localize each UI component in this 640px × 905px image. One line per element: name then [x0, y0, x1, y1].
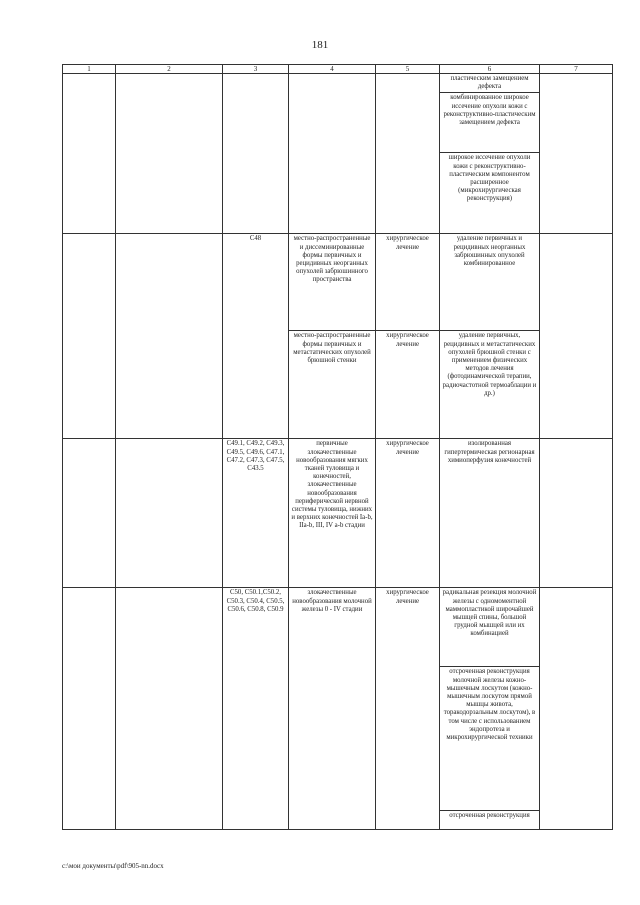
diagnosis-cell [289, 74, 376, 234]
icd-codes-cell [223, 74, 289, 234]
table-row [63, 74, 613, 93]
column-number: 4 [289, 65, 376, 74]
treatment-type-cell: хирургическое лечение [376, 234, 440, 331]
column-number: 1 [63, 65, 116, 74]
table-row [63, 234, 613, 331]
treatment-type-cell [376, 74, 440, 234]
table-row [63, 439, 613, 588]
diagnosis-cell: первичные злокачественные новообразования мягких тканей туловища и конечностей, злокачественные новообразования периферической нервной системы туловища, нижних и верхних конечностей Ia-b, IIa-b, III, IV a-b стадии [289, 439, 376, 588]
diagnosis-cell: местно-распространенные формы первичных и метастатических опухолей брюшной стенки [289, 331, 376, 439]
method-cell: пластическим замещением дефекта [440, 74, 540, 93]
method-cell: удаление первичных и рецидивных неорганных забрюшинных опухолей комбинированное [440, 234, 540, 331]
icd-codes-cell: С50, С50.1,С50.2, С50.3, С50.4, С50.5, С50.6, С50.8, С50.9 [223, 588, 289, 830]
method-cell: радикальная резекция молочной железы с одномоментной маммопластикой широчайшей мышцей спины, большой грудной мышцей или их комбинацией [440, 588, 540, 667]
column-number: 5 [376, 65, 440, 74]
diagnosis-cell: местно-распространенные и диссеминированные формы первичных и рецидивных неорганных опухолей забрюшинного пространства [289, 234, 376, 331]
procedures-table [62, 64, 613, 830]
column-number: 2 [116, 65, 223, 74]
treatment-type-cell: хирургическое лечение [376, 331, 440, 439]
file-path-footer: c:\мои документы\pdf\905-nn.docx [62, 862, 164, 870]
treatment-type-cell: хирургическое лечение [376, 439, 440, 588]
method-cell: широкое иссечение опухоли кожи с реконструктивно-пластическим компонентом расширенное (микрохирургическая реконструкция) [440, 153, 540, 234]
method-cell: удаление первичных, рецидивных и метастатических опухолей брюшной стенки с применением физических методов лечения (фотодинамической терапии, радиочастотной термоаблации и др.) [440, 331, 540, 439]
column-number: 6 [440, 65, 540, 74]
method-cell: отсроченная реконструкция [440, 811, 540, 830]
method-cell: отсроченная реконструкция молочной железы кожно-мышечным лоскутом (кожно-мышечным лоскутом прямой мышцы живота, торакодорзальным лоскутом), в том числе с использованием эндопротеза и микрохирургической техники [440, 667, 540, 811]
diagnosis-cell: злокачественные новообразования молочной железы 0 - IV стадии [289, 588, 376, 830]
page-number: 181 [311, 39, 329, 51]
treatment-type-cell: хирургическое лечение [376, 588, 440, 830]
table-row [63, 588, 613, 667]
column-number: 7 [540, 65, 613, 74]
method-cell: комбинированное широкое иссечение опухоли кожи с реконструктивно-пластическим замещением дефекта [440, 93, 540, 153]
icd-codes-cell: С48 [223, 234, 289, 439]
column-number: 3 [223, 65, 289, 74]
icd-codes-cell: С49.1, С49.2, С49.3, С49.5, С49.6, С47.1, С47.2, С47.3, С47.5, С43.5 [223, 439, 289, 588]
method-cell: изолированная гипертермическая регионарная химиоперфузия конечностей [440, 439, 540, 588]
column-number-row [63, 65, 613, 74]
